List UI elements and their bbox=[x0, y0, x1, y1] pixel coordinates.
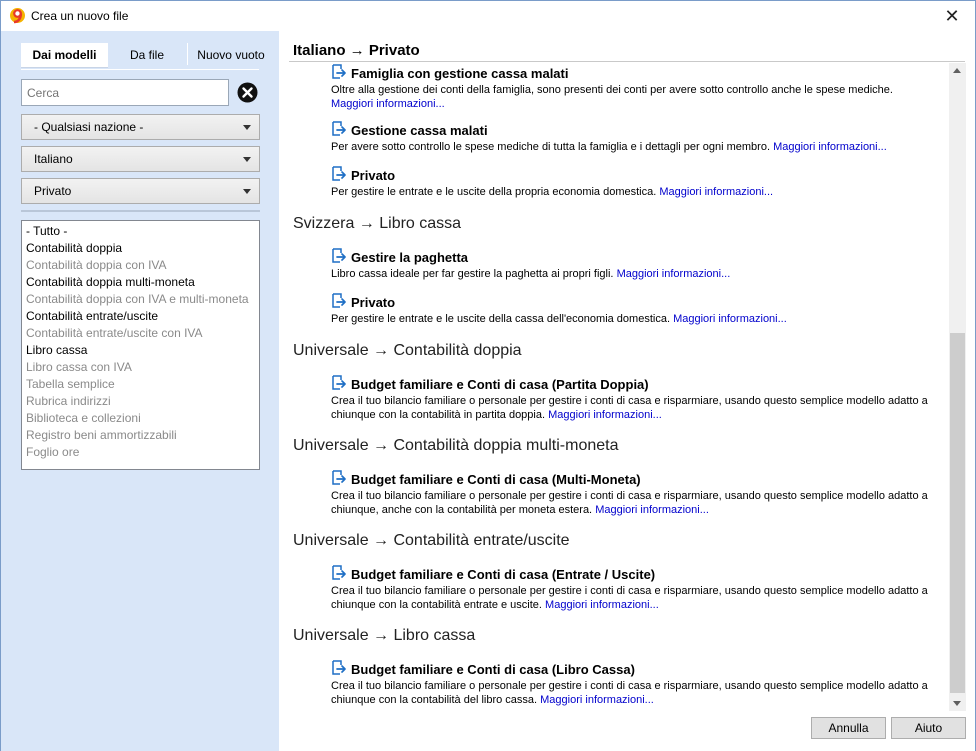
template-title: Budget familiare e Conti di casa (Libro Cassa) bbox=[351, 662, 635, 677]
page-title: Italiano → Privato bbox=[293, 42, 420, 59]
dropdown-caret-icon bbox=[243, 189, 251, 194]
template-description-text: Crea il tuo bilancio familiare o personale per gestire i conti di casa e risparmiare, usando questo semplice modello adatto a chiunque con la contabilità del libro cassa. bbox=[331, 680, 928, 706]
dropdown-caret-icon bbox=[243, 157, 251, 162]
new-file-arrow-icon bbox=[331, 292, 348, 309]
template-entry bbox=[331, 167, 929, 199]
app-logo-icon bbox=[9, 7, 26, 24]
template-title-link[interactable] bbox=[331, 249, 929, 266]
new-file-arrow-icon bbox=[331, 469, 348, 486]
section-heading: Universale → Contabilità doppia bbox=[293, 342, 522, 359]
new-file-arrow-icon bbox=[331, 564, 348, 581]
new-file-arrow-icon bbox=[331, 165, 348, 182]
scroll-up-icon[interactable] bbox=[953, 68, 961, 73]
template-description-text: Crea il tuo bilancio familiare o personale per gestire i conti di casa e risparmiare, usando questo semplice modello adatto a chiunque con la contabilità in partita doppia. bbox=[331, 395, 928, 421]
main-panel bbox=[279, 31, 975, 751]
more-info-link[interactable]: Maggiori informazioni... bbox=[548, 409, 662, 421]
category-select-value: Privato bbox=[34, 184, 72, 198]
new-file-arrow-icon bbox=[331, 63, 348, 80]
new-file-arrow-icon bbox=[331, 120, 348, 137]
category-list-item[interactable]: Contabilità entrate/uscite con IVA bbox=[26, 326, 203, 340]
template-title-link[interactable] bbox=[331, 167, 929, 184]
template-description bbox=[331, 83, 929, 111]
template-description bbox=[331, 584, 929, 612]
new-file-arrow-icon bbox=[331, 247, 348, 264]
template-title: Privato bbox=[351, 168, 396, 183]
template-description-text: Per avere sotto controllo le spese mediche di tutta la famiglia e i dettagli per ogni membro. bbox=[331, 141, 771, 153]
template-title-link[interactable] bbox=[331, 122, 929, 139]
category-list-item[interactable]: Contabilità doppia multi-moneta bbox=[26, 275, 195, 289]
template-description-text: Per gestire le entrate e le uscite della cassa dell'economia domestica. bbox=[331, 313, 671, 325]
template-entry bbox=[331, 661, 929, 707]
section-heading: Universale → Contabilità entrate/uscite bbox=[293, 532, 570, 549]
template-description bbox=[331, 312, 929, 326]
help-button[interactable]: Aiuto bbox=[891, 717, 966, 739]
template-description bbox=[331, 185, 929, 199]
template-description bbox=[331, 140, 929, 154]
close-button[interactable] bbox=[929, 1, 975, 31]
category-list-item[interactable]: Registro beni ammortizzabili bbox=[26, 428, 177, 442]
category-list-item[interactable]: Libro cassa bbox=[26, 343, 88, 357]
more-info-link[interactable]: Maggiori informazioni... bbox=[331, 98, 445, 110]
template-title-link[interactable] bbox=[331, 566, 929, 583]
template-entry bbox=[331, 65, 929, 111]
category-list-item[interactable]: Contabilità entrate/uscite bbox=[26, 309, 159, 323]
window-title: Crea un nuovo file bbox=[31, 9, 129, 23]
sidebar bbox=[1, 31, 279, 751]
template-description bbox=[331, 267, 929, 281]
template-title: Budget familiare e Conti di casa (Partita Doppia) bbox=[351, 377, 649, 392]
new-file-arrow-icon bbox=[331, 659, 348, 676]
template-entry bbox=[331, 566, 929, 612]
country-select[interactable] bbox=[21, 114, 260, 140]
template-description-text: Crea il tuo bilancio familiare o personale per gestire i conti di casa e risparmiare, usando questo semplice modello adatto a chiunque con la contabilità entrate e uscite. bbox=[331, 585, 928, 611]
template-description bbox=[331, 489, 929, 517]
clear-search-icon[interactable] bbox=[237, 82, 258, 103]
template-title-link[interactable] bbox=[331, 376, 929, 393]
close-icon: ✕ bbox=[944, 6, 960, 26]
vertical-scrollbar[interactable] bbox=[949, 63, 966, 711]
title-bar bbox=[1, 1, 975, 31]
category-list-item[interactable]: - Tutto - bbox=[26, 224, 68, 238]
header-divider bbox=[289, 61, 965, 62]
category-list-item[interactable]: Rubrica indirizzi bbox=[26, 394, 111, 408]
more-info-link[interactable]: Maggiori informazioni... bbox=[545, 599, 659, 611]
more-info-link[interactable]: Maggiori informazioni... bbox=[673, 313, 787, 325]
scroll-thumb[interactable] bbox=[950, 333, 965, 693]
country-select-value: - Qualsiasi nazione - bbox=[34, 120, 144, 134]
dropdown-caret-icon bbox=[243, 125, 251, 130]
template-description-text: Libro cassa ideale per far gestire la paghetta ai propri figli. bbox=[331, 268, 614, 280]
filter-divider bbox=[21, 210, 260, 212]
language-select-value: Italiano bbox=[34, 152, 73, 166]
template-entry bbox=[331, 294, 929, 326]
category-list-item[interactable]: Biblioteca e collezioni bbox=[26, 411, 141, 425]
tab-dai-modelli[interactable]: Dai modelli bbox=[21, 43, 108, 67]
category-list-item[interactable]: Libro cassa con IVA bbox=[26, 360, 132, 374]
template-entry bbox=[331, 249, 929, 281]
more-info-link[interactable]: Maggiori informazioni... bbox=[659, 186, 774, 198]
template-description-text: Crea il tuo bilancio familiare o personale per gestire i conti di casa e risparmiare, usando questo semplice modello adatto a chiunque, anche con la contabilità per moneta estera. bbox=[331, 490, 928, 516]
category-list-item[interactable]: Contabilità doppia con IVA e multi-moneta bbox=[26, 292, 249, 306]
category-list-item[interactable]: Contabilità doppia con IVA bbox=[26, 258, 167, 272]
section-heading: Universale → Libro cassa bbox=[293, 627, 476, 644]
section-heading: Universale → Contabilità doppia multi-moneta bbox=[293, 437, 619, 454]
template-entry bbox=[331, 376, 929, 422]
search-input[interactable] bbox=[21, 79, 229, 106]
template-title: Gestione cassa malati bbox=[351, 123, 488, 138]
template-entry bbox=[331, 471, 929, 517]
tab-nuovo-vuoto[interactable]: Nuovo vuoto bbox=[197, 48, 265, 62]
template-title: Budget familiare e Conti di casa (Entrate / Uscite) bbox=[351, 567, 656, 582]
new-file-arrow-icon bbox=[331, 374, 348, 391]
template-title: Budget familiare e Conti di casa (Multi-Moneta) bbox=[351, 472, 641, 487]
source-tabs bbox=[21, 41, 271, 67]
section-heading: Svizzera → Libro cassa bbox=[293, 215, 462, 232]
category-list-item[interactable]: Foglio ore bbox=[26, 445, 80, 459]
more-info-link[interactable]: Maggiori informazioni... bbox=[616, 268, 731, 280]
template-description-text: Per gestire le entrate e le uscite della propria economia domestica. bbox=[331, 186, 657, 198]
tabs-divider bbox=[21, 69, 259, 70]
template-title-link[interactable] bbox=[331, 661, 929, 678]
more-info-link[interactable]: Maggiori informazioni... bbox=[540, 694, 654, 706]
category-list bbox=[21, 220, 260, 470]
template-list bbox=[289, 63, 949, 711]
template-title-link[interactable] bbox=[331, 294, 929, 311]
template-description-text: Oltre alla gestione dei conti della famiglia, sono presenti dei conti per avere sotto controllo anche le spese mediche. bbox=[331, 84, 893, 96]
template-title-link[interactable] bbox=[331, 65, 929, 82]
tab-da-file[interactable]: Da file bbox=[129, 48, 164, 62]
category-list-item[interactable]: Contabilità doppia bbox=[26, 241, 123, 255]
category-list-item[interactable]: Tabella semplice bbox=[26, 377, 115, 391]
more-info-link[interactable]: Maggiori informazioni... bbox=[595, 504, 709, 516]
template-title-link[interactable] bbox=[331, 471, 929, 488]
language-select[interactable] bbox=[21, 146, 260, 172]
template-description bbox=[331, 679, 929, 707]
scroll-down-icon[interactable] bbox=[953, 701, 961, 706]
template-title: Privato bbox=[351, 295, 396, 310]
cancel-button[interactable]: Annulla bbox=[811, 717, 886, 739]
template-description bbox=[331, 394, 929, 422]
category-select[interactable] bbox=[21, 178, 260, 204]
template-entry bbox=[331, 122, 929, 154]
template-title: Gestire la paghetta bbox=[351, 250, 469, 265]
tab-separator bbox=[187, 43, 188, 65]
more-info-link[interactable]: Maggiori informazioni... bbox=[773, 141, 887, 153]
template-title: Famiglia con gestione cassa malati bbox=[351, 66, 569, 81]
